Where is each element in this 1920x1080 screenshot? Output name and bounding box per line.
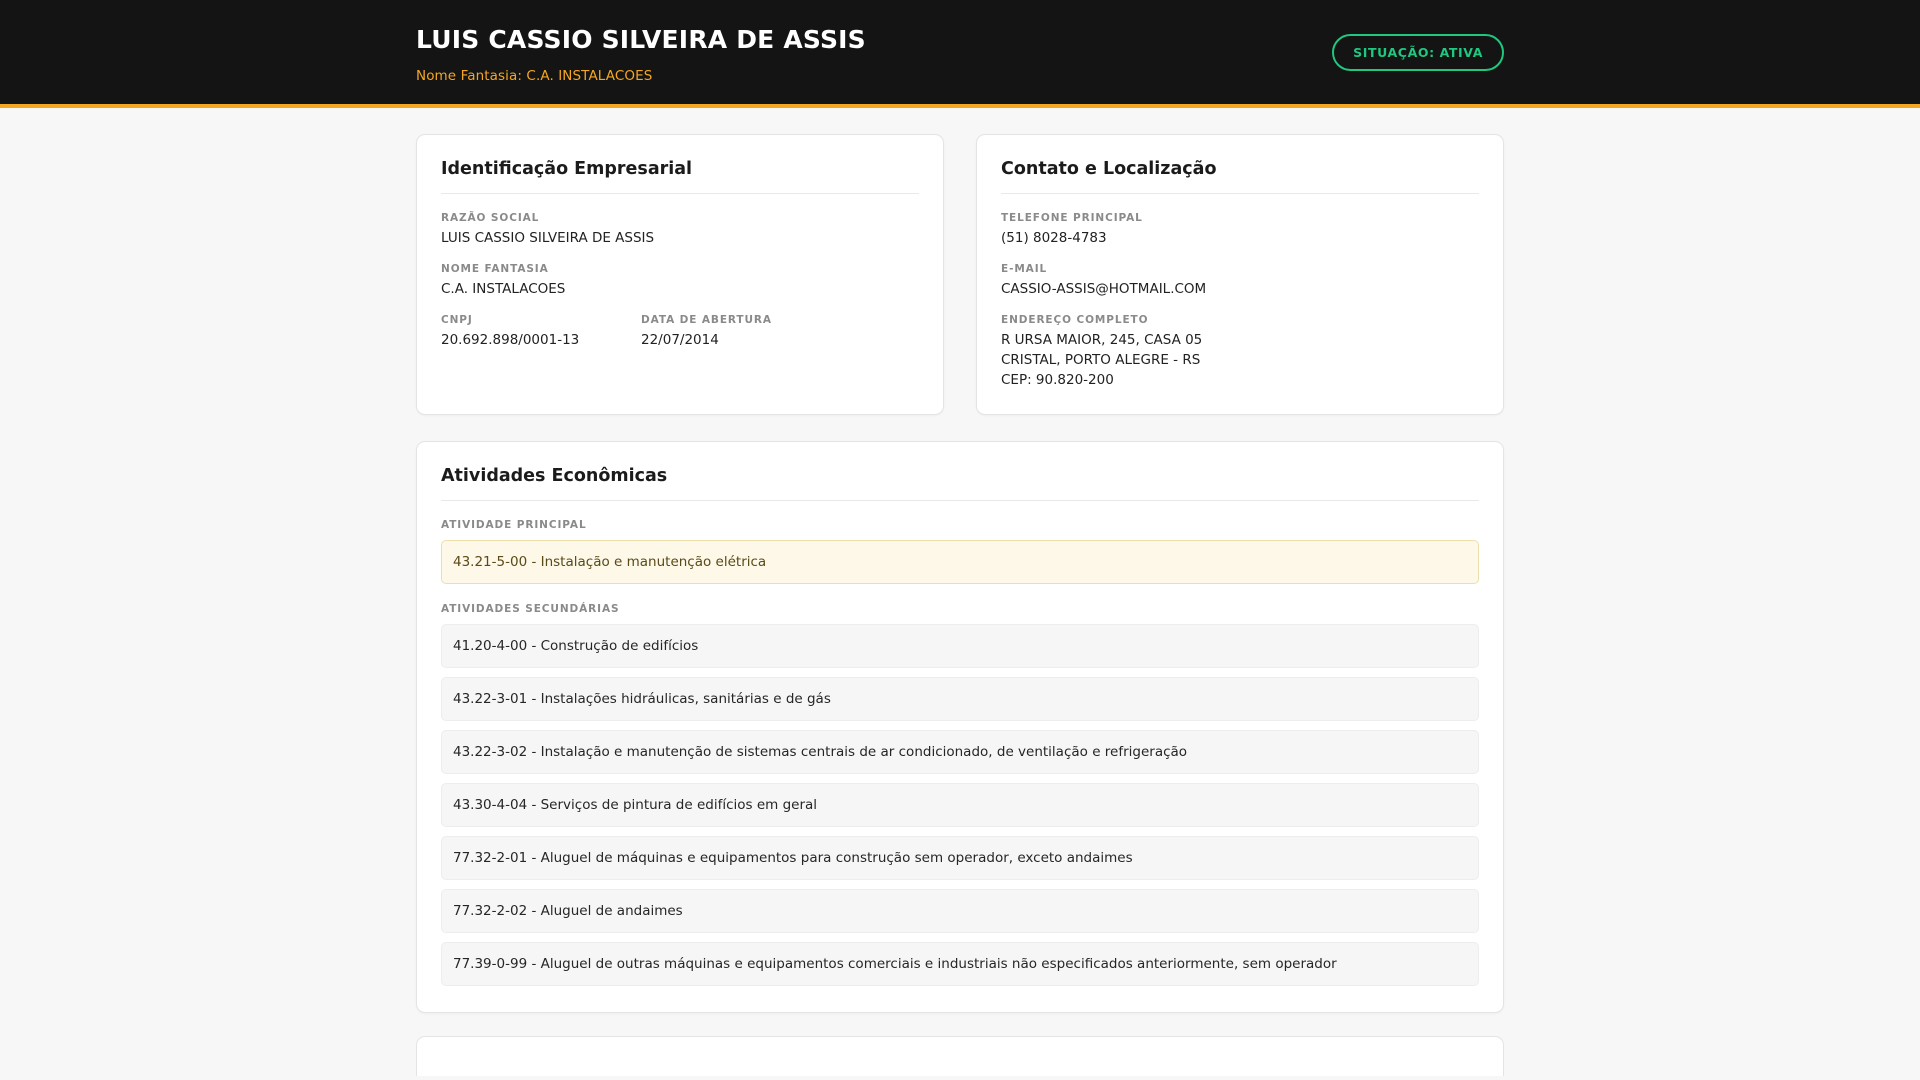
card-next-section-partial — [416, 1036, 1504, 1076]
field-pair-cnpj-abertura — [441, 314, 919, 349]
trade-name-subtitle: Nome Fantasia: C.A. INSTALACOES — [416, 67, 653, 84]
field-label-data-abertura: DATA DE ABERTURA — [641, 313, 772, 326]
field-value-telefone: (51) 8028-4783 — [1001, 230, 1107, 246]
field-label-telefone: TELEFONE PRINCIPAL — [1001, 212, 1143, 224]
field-value-endereco — [1001, 332, 1479, 389]
address-line-3: CEP: 90.820-200 — [1001, 371, 1114, 388]
card-contato-localizacao — [976, 134, 1504, 415]
card-title-atividades: Atividades Econômicas — [441, 466, 1479, 501]
list-item: 77.32-2-01 - Aluguel de máquinas e equipamentos para construção sem operador, exceto andaimes — [441, 836, 1479, 880]
page-title: LUIS CASSIO SILVEIRA DE ASSIS — [416, 25, 866, 54]
field-nome-fantasia — [441, 263, 919, 298]
field-value-email: CASSIO-ASSIS@HOTMAIL.COM — [1001, 280, 1207, 297]
card-identificacao-empresarial — [416, 134, 944, 415]
list-item: 77.39-0-99 - Aluguel de outras máquinas e equipamentos comerciais e industriais não especificados anteriormente, sem operador — [441, 942, 1479, 986]
list-item: 43.30-4-04 - Serviços de pintura de edifícios em geral — [441, 783, 1479, 827]
field-cnpj — [441, 314, 641, 349]
field-telefone — [1001, 212, 1479, 247]
field-label-email: E-MAIL — [1001, 262, 1048, 275]
card-title-identificacao: Identificação Empresarial — [441, 159, 919, 194]
field-label-nome-fantasia: NOME FANTASIA — [441, 262, 549, 275]
field-razao-social — [441, 212, 919, 247]
list-item: 43.22-3-01 - Instalações hidráulicas, sanitárias e de gás — [441, 677, 1479, 721]
list-item: 77.32-2-02 - Aluguel de andaimes — [441, 889, 1479, 933]
list-item: 41.20-4-00 - Construção de edifícios — [441, 624, 1479, 668]
field-label-endereco: ENDEREÇO COMPLETO — [1001, 313, 1149, 326]
card-title-contato: Contato e Localização — [1001, 159, 1479, 194]
field-endereco — [1001, 314, 1479, 389]
field-email — [1001, 263, 1479, 298]
field-value-nome-fantasia: C.A. INSTALACOES — [441, 280, 566, 297]
field-value-data-abertura: 22/07/2014 — [641, 331, 719, 348]
list-item: 43.22-3-02 - Instalação e manutenção de sistemas centrais de ar condicionado, de ventilação e refrigeração — [441, 730, 1479, 774]
top-cards-row — [416, 134, 1504, 415]
field-label-razao-social: RAZÃO SOCIAL — [441, 212, 540, 224]
label-atividade-principal: ATIVIDADE PRINCIPAL — [441, 519, 587, 532]
main-content — [416, 108, 1504, 1076]
field-label-cnpj: CNPJ — [441, 313, 473, 326]
primary-activity-item: 43.21-5-00 - Instalação e manutenção elétrica — [441, 540, 1479, 584]
field-value-razao-social: LUIS CASSIO SILVEIRA DE ASSIS — [441, 230, 655, 246]
field-value-cnpj: 20.692.898/0001-13 — [441, 331, 580, 348]
label-atividades-secundarias: ATIVIDADES SECUNDÁRIAS — [441, 603, 620, 616]
page-header — [0, 0, 1920, 108]
header-text-block — [416, 22, 866, 84]
address-line-2: CRISTAL, PORTO ALEGRE - RS — [1001, 351, 1201, 368]
address-line-1: R URSA MAIOR, 245, CASA 05 — [1001, 331, 1203, 348]
card-atividades-economicas — [416, 441, 1504, 1013]
field-data-abertura — [641, 314, 841, 349]
status-badge: SITUAÇÃO: ATIVA — [1332, 34, 1504, 71]
